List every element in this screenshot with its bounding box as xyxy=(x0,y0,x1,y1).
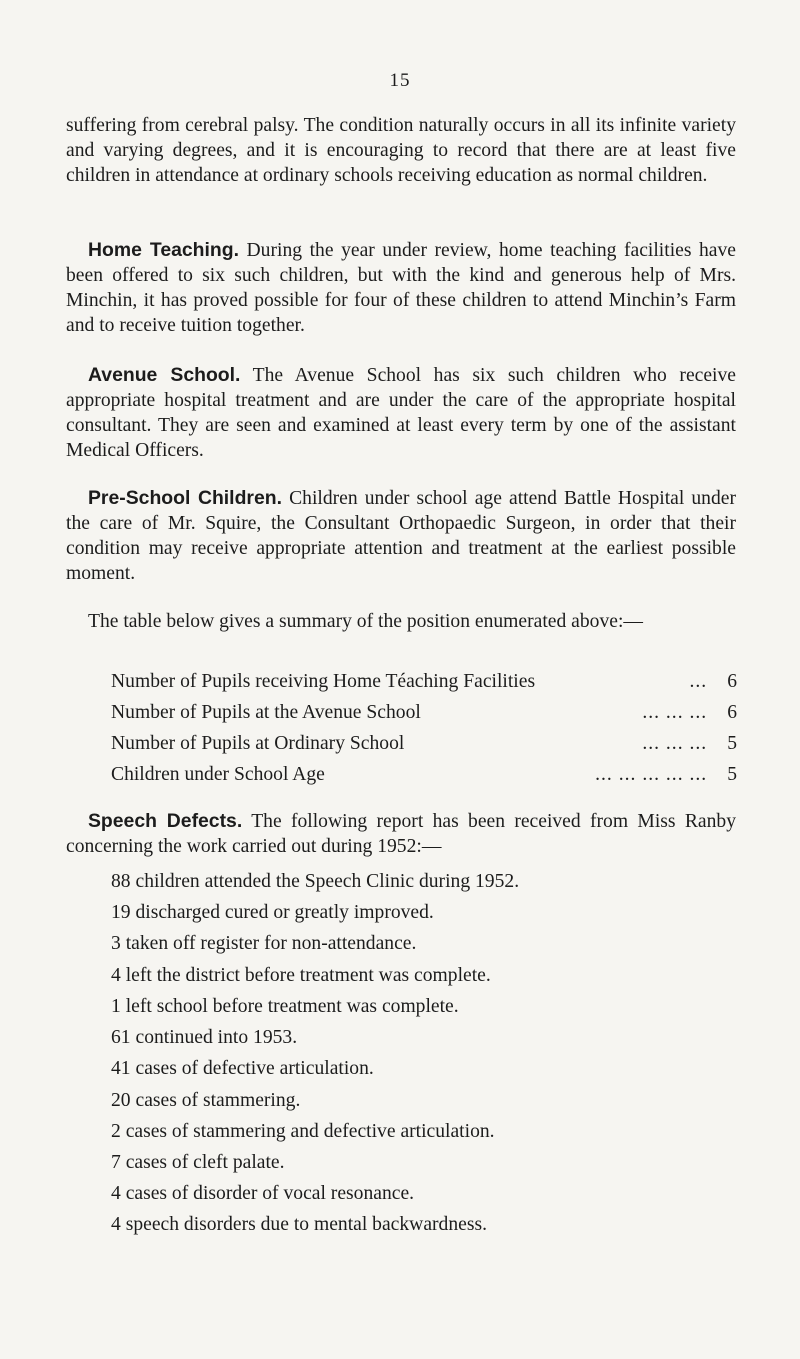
table-row xyxy=(111,669,737,694)
page-number: 15 xyxy=(389,70,411,91)
paragraph-text: suffering from cerebral palsy. The condition naturally occurs in all its infinite variety and varying degrees, and it is encouraging to record that there are at least five children in attendance at ordinary schools receiving education as normal children. xyxy=(66,115,736,186)
table-row xyxy=(111,700,737,725)
list-item: 19 discharged cured or greatly improved. xyxy=(111,902,434,923)
paragraph-avenue-school xyxy=(66,363,736,463)
section-heading-avenue-school: Avenue School. xyxy=(88,364,241,386)
table-row xyxy=(111,731,737,756)
list-item: 4 cases of disorder of vocal resonance. xyxy=(111,1183,415,1204)
row-value: 5 xyxy=(727,733,737,754)
list-item: 61 continued into 1953. xyxy=(111,1027,298,1048)
list-item: 2 cases of stammering and defective articulation. xyxy=(111,1121,495,1142)
list-item: 3 taken off register for non-attendance. xyxy=(111,933,417,954)
paragraph-speech-defects xyxy=(66,809,736,859)
paragraph-text: During the year under review, home teaching facilities have been offered to six such children, but with the kind and generous help of Mrs. Minchin, it has proved possible for four of these children to attend Minchin’s Farm and to receive tuition together. xyxy=(66,240,737,336)
row-value: 6 xyxy=(727,671,737,692)
list-item: 4 speech disorders due to mental backwardness. xyxy=(111,1214,487,1235)
paragraph-text: The Avenue School has six such children who receive appropriate hospital treatment and are under the care of the appropriate hospital consultant. They are seen and examined at least every term by one of the assistant Medical Officers. xyxy=(66,365,736,461)
list-item: 88 children attended the Speech Clinic during 1952. xyxy=(111,871,520,892)
list-item: 1 left school before treatment was complete. xyxy=(111,996,459,1017)
row-value: 5 xyxy=(727,764,737,785)
list-item: 20 cases of stammering. xyxy=(111,1090,301,1111)
paragraph-home-teaching xyxy=(66,238,736,338)
section-heading-speech-defects: Speech Defects. xyxy=(88,810,243,832)
paragraph-table-intro xyxy=(66,609,736,634)
list-item: 4 left the district before treatment was complete. xyxy=(111,965,491,986)
row-leader-dots: ... xyxy=(689,671,708,692)
row-label: Number of Pupils receiving Home Téaching Facilities xyxy=(111,671,536,692)
table-row xyxy=(111,762,737,787)
row-leader-dots: ... ... ... ... ... xyxy=(595,764,708,785)
paragraph-text: Children under school age attend Battle Hospital under the care of Mr. Squire, the Consultant Orthopaedic Surgeon, in order that their condition may receive appropriate attention and treatment at the earliest possible moment. xyxy=(66,488,736,584)
row-label: Number of Pupils at the Avenue School xyxy=(111,702,421,723)
section-heading-home-teaching: Home Teaching. xyxy=(88,239,239,261)
paragraph-pre-school xyxy=(66,486,736,586)
paragraph-cerebral-palsy xyxy=(66,113,736,188)
row-label: Children under School Age xyxy=(111,764,325,785)
paragraph-text: The table below gives a summary of the position enumerated above:— xyxy=(88,611,643,632)
row-value: 6 xyxy=(727,702,737,723)
row-leader-dots: ... ... ... xyxy=(642,733,708,754)
list-item: 41 cases of defective articulation. xyxy=(111,1058,374,1079)
paragraph-text: The following report has been received from Miss Ranby concerning the work carried out during 1952:— xyxy=(66,811,736,857)
row-label: Number of Pupils at Ordinary School xyxy=(111,733,405,754)
row-leader-dots: ... ... ... xyxy=(642,702,708,723)
list-item: 7 cases of cleft palate. xyxy=(111,1152,285,1173)
section-heading-pre-school: Pre-School Children. xyxy=(88,487,282,509)
